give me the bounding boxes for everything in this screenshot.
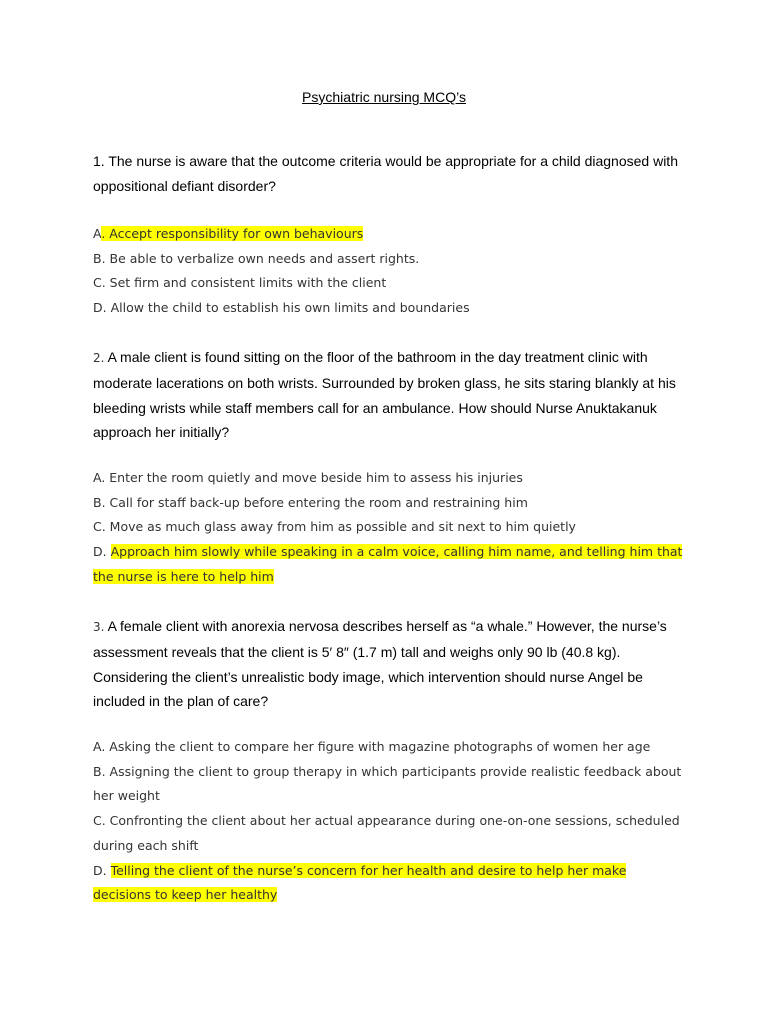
option-c: C. Set firm and consistent limits with the client bbox=[93, 275, 387, 291]
option-b: B. Assigning the client to group therapy in which participants provide realistic feedback about her weight bbox=[93, 763, 682, 804]
question-3 bbox=[93, 614, 683, 714]
option-a: A. Enter the room quietly and move beside him to assess his injuries bbox=[93, 470, 523, 485]
option-text-highlighted: Approach him slowly while speaking in a calm voice, calling him name, and telling him that the nurse is here to help him bbox=[93, 544, 683, 584]
option-prefix: D. bbox=[93, 862, 111, 878]
options-q1 bbox=[93, 222, 693, 321]
question-2 bbox=[93, 345, 683, 445]
question-number: 2. bbox=[93, 351, 105, 365]
option-prefix: D. bbox=[93, 544, 111, 560]
option-b: B. Call for staff back-up before entering the room and restraining him bbox=[93, 494, 528, 510]
question-number: 1. bbox=[93, 153, 105, 169]
option-a bbox=[93, 222, 693, 247]
option-d: D. Allow the child to establish his own limits and boundaries bbox=[93, 300, 470, 316]
question-number: 3. bbox=[93, 620, 105, 634]
option-text-highlighted: . Accept responsibility for own behaviours bbox=[101, 226, 364, 241]
question-1 bbox=[93, 149, 683, 199]
option-prefix: A bbox=[93, 226, 102, 241]
question-text: A female client with anorexia nervosa describes herself as “a whale.” However, the nurse’s assessment reveals that the client is 5′ 8″ (1.7 m) tall and weighs only 90 lb (40.8 kg). Considering the client’s unrealistic body image, which intervention should nurse Angel be included in the plan of care? bbox=[93, 618, 667, 710]
option-d bbox=[93, 540, 683, 589]
options-q2 bbox=[93, 466, 693, 590]
question-text: The nurse is aware that the outcome criteria would be appropriate for a child diagnosed with oppositional defiant disorder? bbox=[93, 153, 678, 194]
option-text-highlighted: Telling the client of the nurse’s concern for her health and desire to help her make decisions to keep her healthy bbox=[93, 862, 627, 903]
document-title: Psychiatric nursing MCQ’s bbox=[302, 89, 466, 105]
option-c: C. Confronting the client about her actual appearance during one-on-one sessions, scheduled during each shift bbox=[93, 813, 680, 853]
option-a: A. Asking the client to compare her figure with magazine photographs of women her age bbox=[93, 739, 651, 754]
option-d bbox=[93, 859, 633, 908]
options-q3 bbox=[93, 735, 683, 908]
question-text: A male client is found sitting on the floor of the bathroom in the day treatment clinic with moderate lacerations on both wrists. Surrounded by broken glass, he sits staring blankly at his bleeding wrists while staff members call for an ambulance. How should Nurse Anuktakanuk approach her initially? bbox=[93, 349, 676, 441]
option-b: B. Be able to verbalize own needs and assert rights. bbox=[93, 250, 420, 266]
option-c: C. Move as much glass away from him as possible and sit next to him quietly bbox=[93, 519, 576, 535]
